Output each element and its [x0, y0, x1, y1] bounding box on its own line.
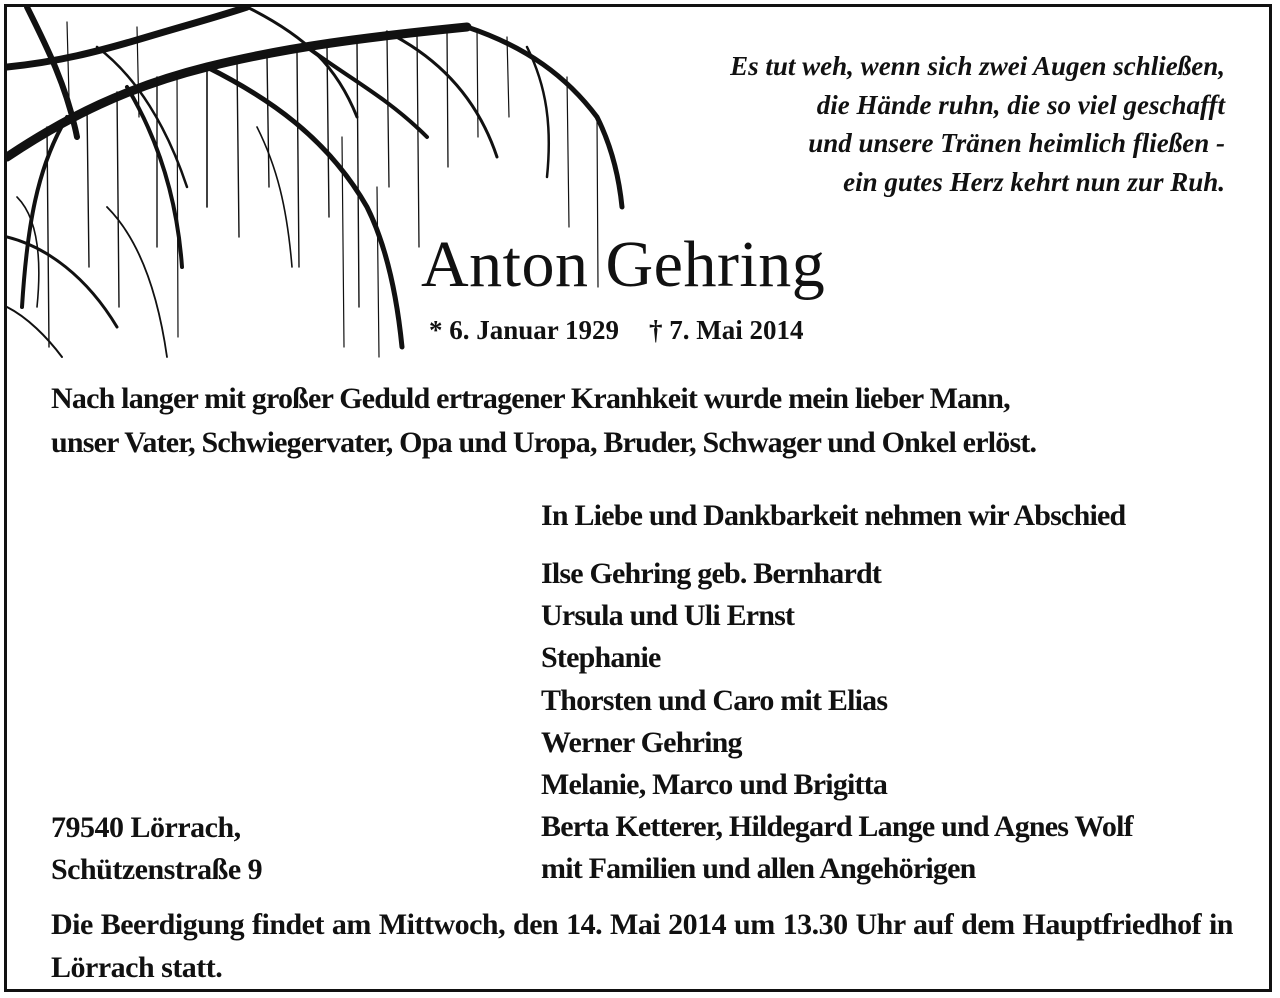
funeral-info: Die Beerdigung findet am Mittwoch, den 14. Mai 2014 um 13.30 Uhr auf dem Hauptfriedhof in Lörrach statt. [51, 908, 1233, 984]
poem-line: und unsere Tränen heimlich fließen - [808, 128, 1225, 158]
intro-line: Nach langer mit großer Geduld ertragener Kranhkeit wurde mein lieber Mann, [51, 382, 1010, 415]
poem-line: die Hände ruhn, die so viel geschafft [816, 89, 1225, 120]
mourner-name: Stephanie [541, 641, 661, 675]
address-street: Schützenstraße 9 [51, 853, 263, 887]
mourners-list [541, 553, 1133, 891]
deceased-name: Anton Gehring [421, 228, 826, 301]
intro-text [51, 377, 1231, 465]
intro-line: unser Vater, Schwiegervater, Opa und Uropa, Bruder, Schwager und Onkel erlöst. [51, 426, 1037, 459]
mourner-name: Melanie, Marco und Brigitta [541, 768, 888, 802]
poem-line: Es tut weh, wenn sich zwei Augen schließen, [730, 51, 1225, 81]
mourner-name: Ursula und Uli Ernst [541, 599, 795, 633]
birth-date: * 6. Januar 1929 [429, 315, 620, 345]
death-date: † 7. Mai 2014 [649, 315, 804, 345]
address-city: 79540 Lörrach, [51, 811, 241, 844]
poem-line: ein gutes Herz kehrt nun zur Ruh. [843, 166, 1225, 197]
life-dates [429, 312, 804, 348]
farewell-line: In Liebe und Dankbarkeit nehmen wir Abschied [541, 499, 1126, 532]
address [51, 807, 262, 891]
mourner-name: Berta Ketterer, Hildegard Lange und Agnes Wolf [541, 810, 1133, 844]
mourner-name: Werner Gehring [541, 725, 742, 759]
poem [585, 47, 1225, 201]
mourner-name: mit Familien und allen Angehörigen [541, 852, 976, 886]
weeping-willow-branches-illustration [7, 7, 627, 359]
mourner-name: Thorsten und Caro mit Elias [541, 683, 888, 717]
mourner-name: Ilse Gehring geb. Bernhardt [541, 557, 882, 590]
obituary-notice [4, 4, 1272, 992]
